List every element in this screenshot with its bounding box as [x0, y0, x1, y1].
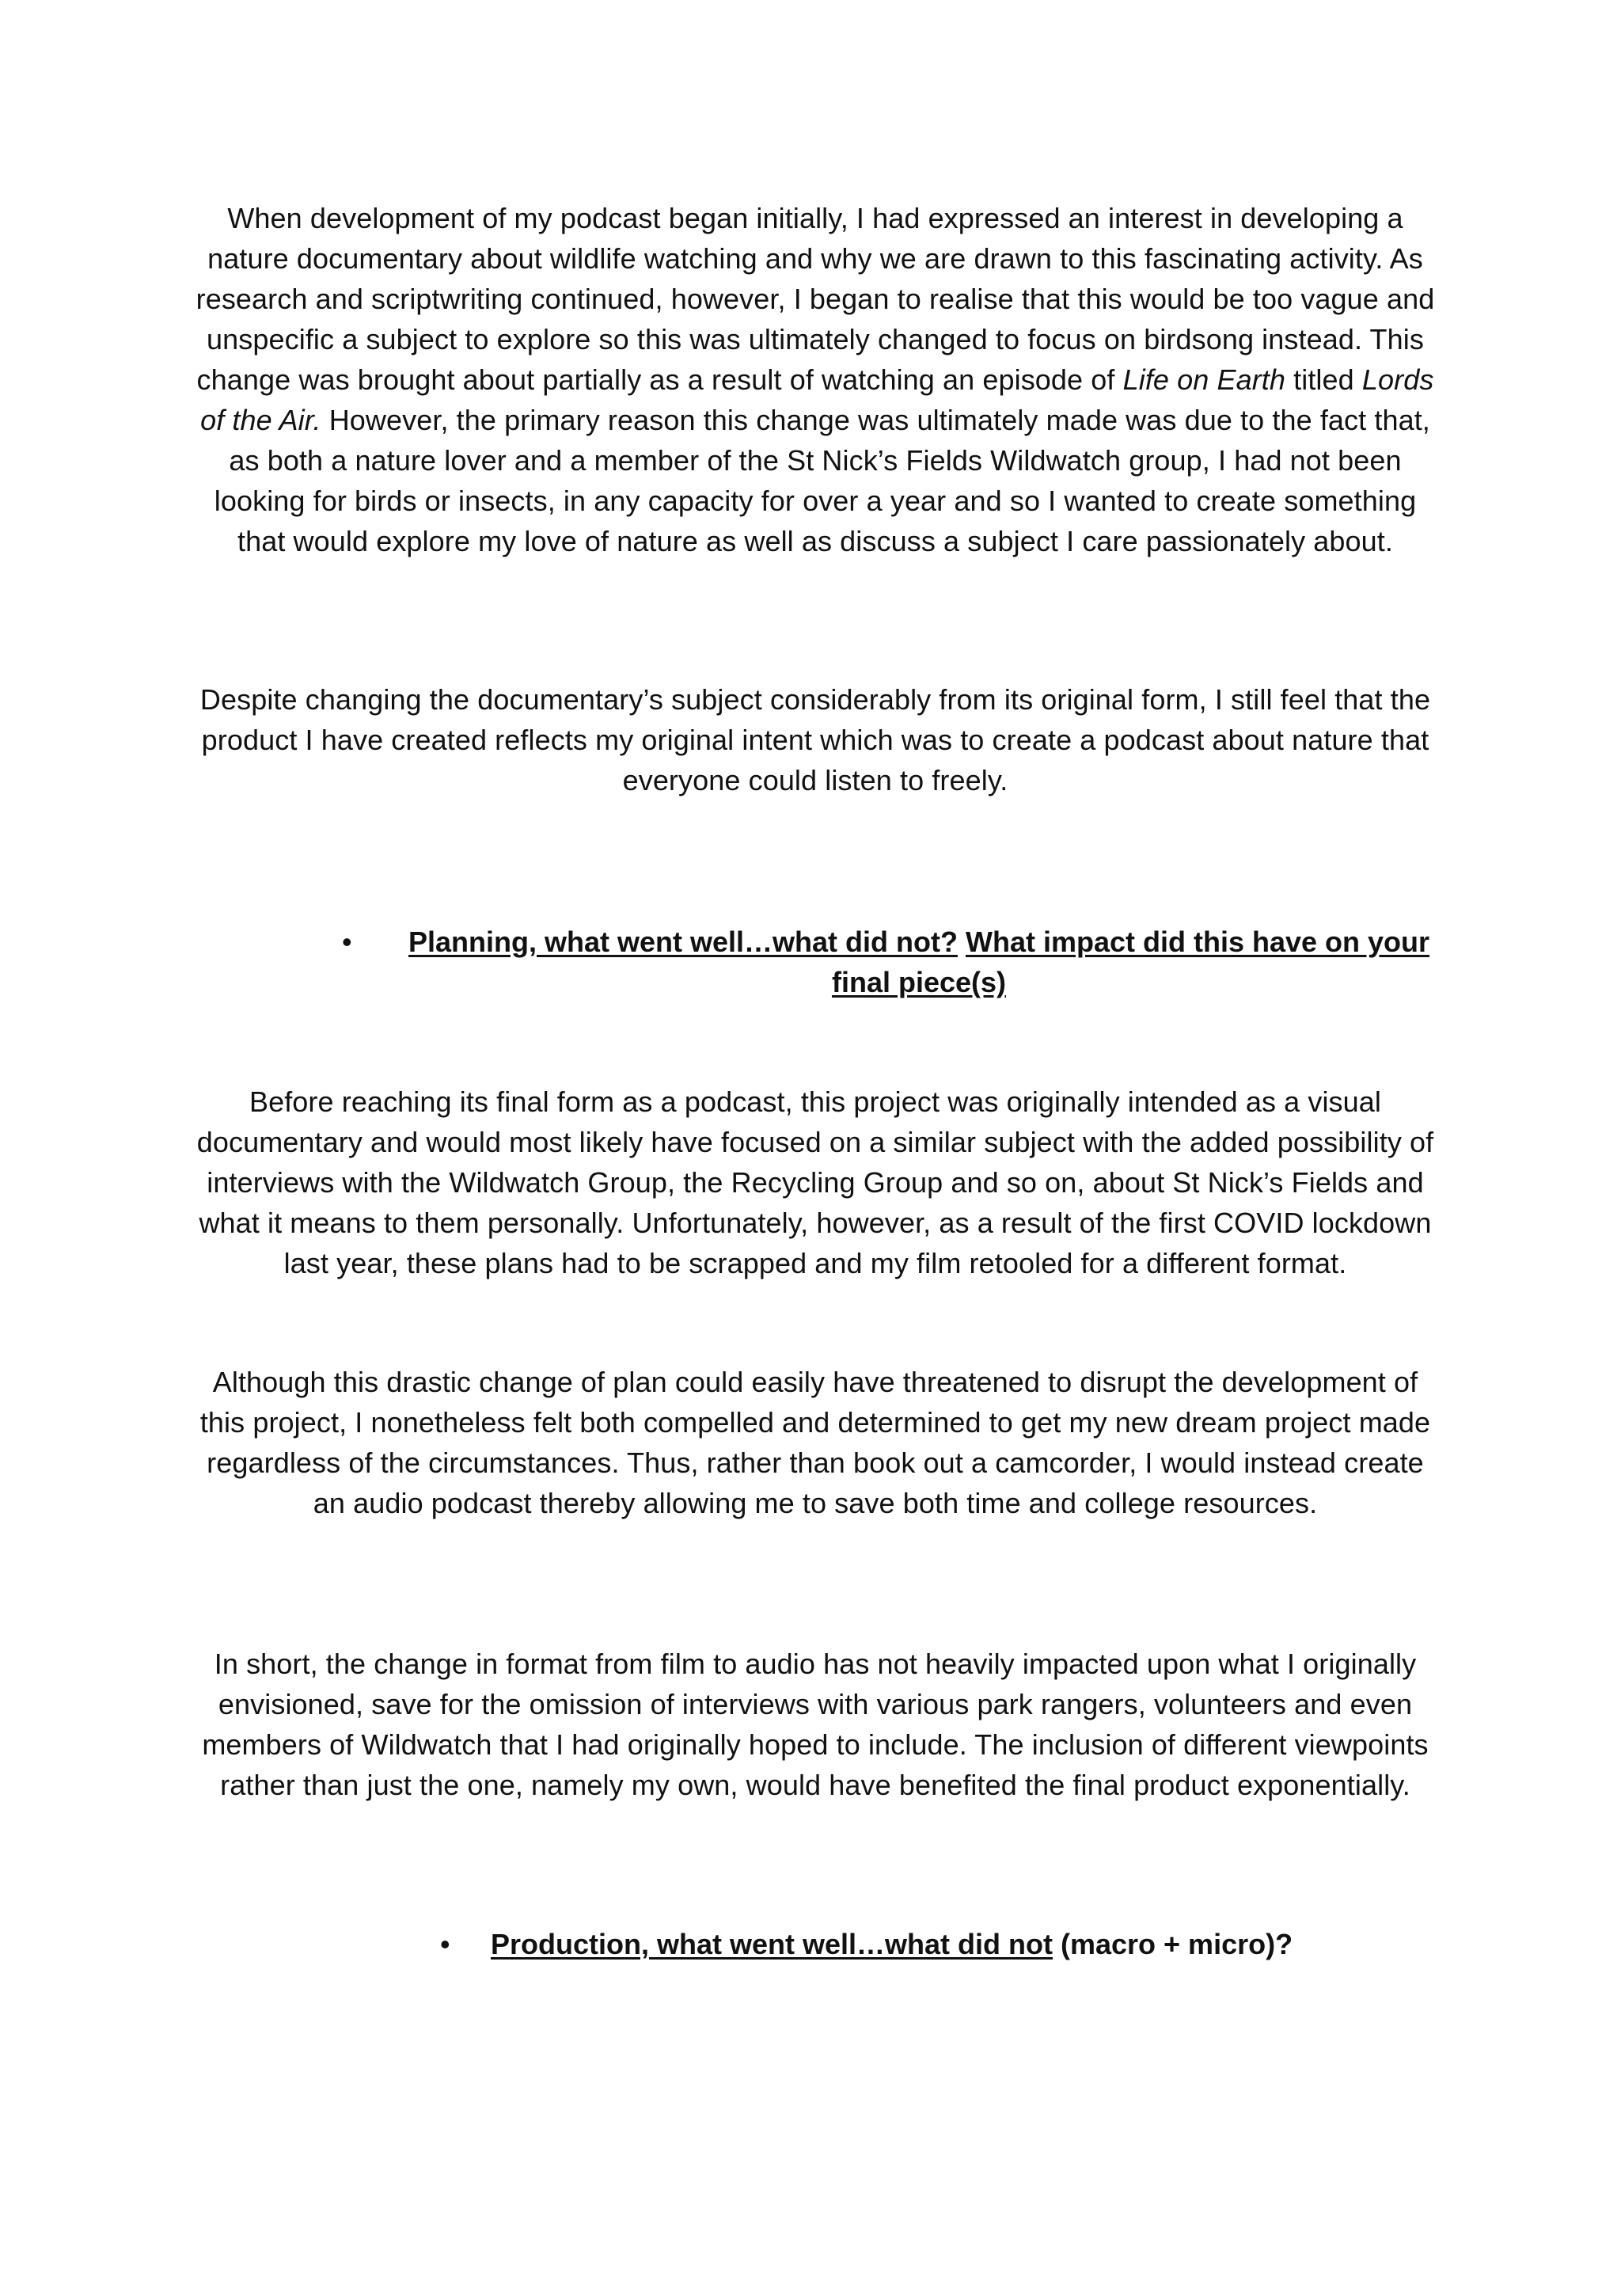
paragraph-intent-text-3: However, the primary reason this change was ultimately made was due to the fact that, as both a nature lover and a member of the St Nick’s Fields Wildwatch group, I had not been looking for birds or insects, in any capacity for over a year and so I wanted to create something that would explore my love of nature as well as discuss a subject I care passionately about.: [214, 404, 1430, 557]
heading-planning-text-1: Planning, what went well…what did not?: [408, 926, 958, 958]
paragraph-intent-text-1: When development of my podcast began initially, I had expressed an interest in developing a nature documentary about wildlife watching and why we are drawn to this fascinating activity. As research and scriptwriting continued, however, I began to realise that this would be too vague and unspecific a subject to explore so this was ultimately changed to focus on birdsong instead. This change was brought about partially as a result of watching an episode of: [196, 202, 1435, 396]
section-heading-planning: [393, 922, 1445, 1002]
paragraph-intent: [190, 198, 1441, 561]
episode-title-lords-of-the-air: Lords of the Air.: [200, 363, 1434, 436]
heading-production-text-2: (macro + micro)?: [1052, 1928, 1293, 1960]
bullet-point: •: [342, 926, 352, 958]
heading-production-text-1: Production, what went well…what did not: [491, 1928, 1053, 1960]
paragraph-intent-text-2: titled: [1285, 363, 1362, 396]
bullet-point: •: [440, 1928, 450, 1960]
paragraph-planning: Before reaching its final form as a podcast, this project was originally intended as a visual documentary and would most likely have focused on a similar subject with the added possibility of interviews with the Wildwatch Group, the Recycling Group and so on, about St Nick’s Fields and what it means to them personally. Unfortunately, however, as a result of the first COVID lockdown last year, these plans had to be scrapped and my film retooled for a different format.: [196, 1085, 1434, 1279]
paragraph-reflection: Despite changing the documentary’s subject considerably from its original form, I still feel that the product I have created reflects my original intent which was to create a podcast about nature that everyone could listen to freely.: [199, 683, 1431, 796]
heading-planning-text-2: What impact did this have on your: [965, 926, 1430, 958]
section-heading-production: [491, 1924, 1441, 1964]
paragraph-summary: In short, the change in format from film to audio has not heavily impacted upon what I originally envisioned, save for the omission of interviews with various park rangers, volunteers and even members of Wildwatch that I had originally hoped to include. The inclusion of different viewpoints rather than just the one, namely my own, would have benefited the final product exponentially.: [202, 1648, 1429, 1801]
programme-title-life-on-earth: Life on Earth: [1122, 363, 1286, 396]
paragraph-change-of-plan: Although this drastic change of plan could easily have threatened to disrupt the development of this project, I nonetheless felt both compelled and determined to get my new dream project made regardless of the circumstances. Thus, rather than book out a camcorder, I would instead create an audio podcast thereby allowing me to save both time and college resources.: [199, 1366, 1431, 1519]
heading-planning-text-3: final piece(s): [831, 966, 1007, 998]
